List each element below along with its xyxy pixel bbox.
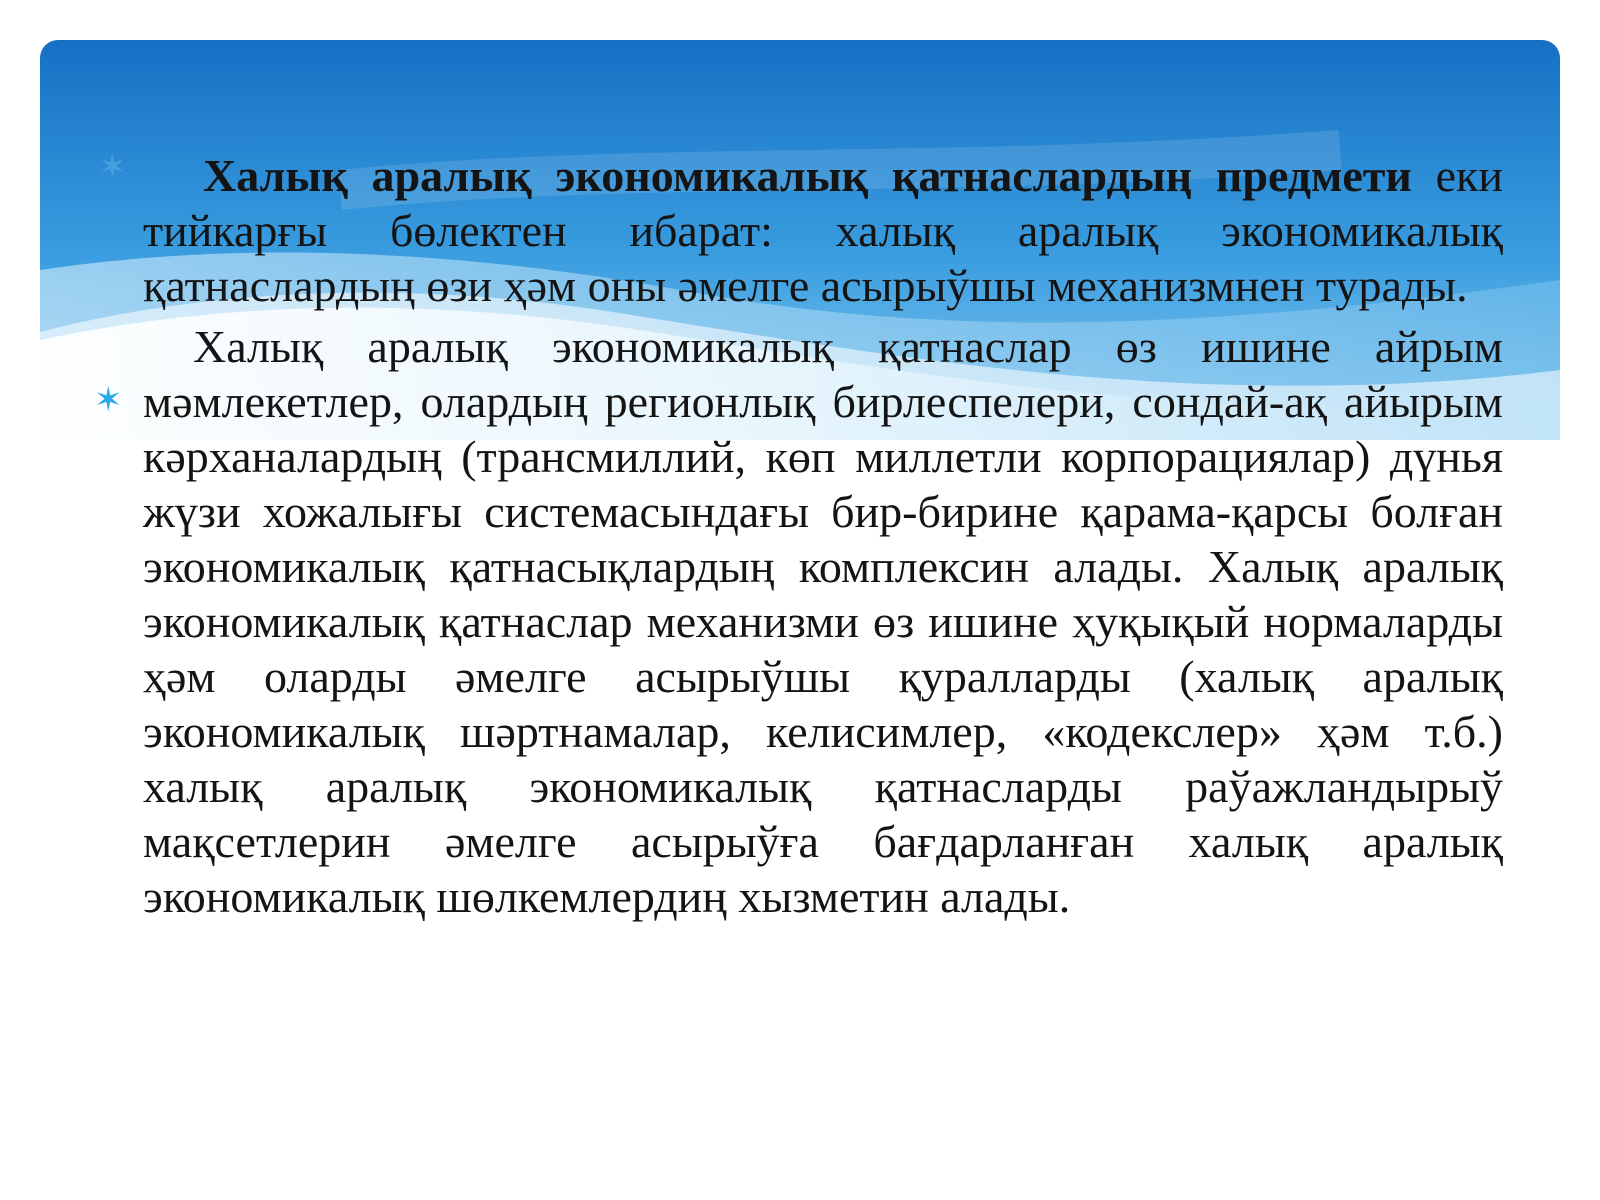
paragraph-subject xyxy=(143,148,1503,313)
paragraph-subject-text: еки тийкарғы бөлектен ибарат: халық аралық экономикалық қатнаслардың өзи ҳәм оны әмелге асырыўшы механизмнен турады. xyxy=(143,150,1503,311)
bullet-star-icon: ✶ xyxy=(94,380,123,420)
paragraph-relations: Халық аралық экономикалық қатнаслар өз ишине айрым мәмлекетлер, олардың регионлық бирлеспелери, сондай-ақ айырым кәрханалардың (трансмиллий, көп миллетли корпорациялар) дүнья жүзи хожалығы системасындағы бир-бирине қарама-қарсы болған экономикалық қатнасықлардың комплексин алады. Халық аралық экономикалық қатнаслар механизми өз ишине ҳуқықый нормаларды ҳәм оларды әмелге асырыўшы қуралларды (халық аралық экономикалық шәртнамалар, келисимлер, «кодекслер» ҳәм т.б.) халық аралық экономикалық қатнасларды раўажландырыў мақсетлерин әмелге асырыўға бағдарланған халық аралық экономикалық шөлкемлердиң хызметин алады. xyxy=(143,321,1503,922)
bullet-star-icon: ✶ xyxy=(98,147,127,187)
slide-body xyxy=(143,148,1503,924)
paragraph-subject-bold-lead: Халық аралық экономикалық қатнаслардың предмети xyxy=(203,150,1412,201)
